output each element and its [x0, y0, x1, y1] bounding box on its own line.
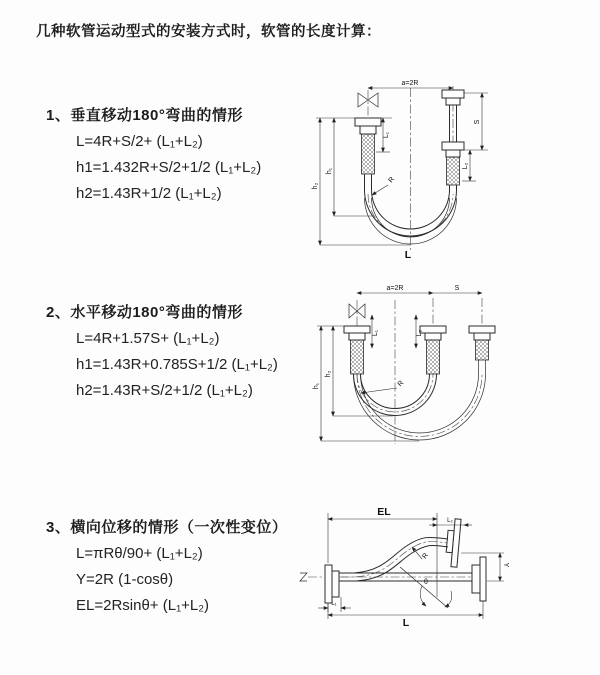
- formula-line: h1=1.432R+S/2+1/2 (L₁+L₂): [76, 159, 262, 176]
- dim-label-h1: h₁: [326, 167, 333, 175]
- braid-section: [476, 340, 489, 360]
- section-lateral-displacement: [36, 516, 316, 619]
- dim-label-h2: h₂: [312, 182, 319, 190]
- centerline-break-mark: [300, 573, 307, 581]
- formula-list: [36, 326, 316, 404]
- dim-label-l: L: [404, 249, 412, 261]
- formula-line: L=4R+1.57S+ (L₁+L₂): [76, 330, 220, 347]
- braid-section: [447, 157, 460, 185]
- upper-flange: [445, 518, 461, 567]
- dim-label-l1: L₁: [383, 131, 390, 139]
- braid-section: [351, 340, 364, 374]
- right-flange: [472, 557, 486, 601]
- section-heading: 1、垂直移动180°弯曲的情形: [46, 107, 243, 124]
- dim-label-l1: L₁: [331, 601, 337, 607]
- dim-label-h2: h₂: [325, 370, 332, 378]
- section-heading: 3、横向位移的情形（一次性变位）: [46, 519, 288, 536]
- left-hose-fitting: [355, 118, 381, 174]
- formula-line: L=πRθ/90+ (L₁+L₂): [76, 545, 203, 562]
- centerlines: [357, 298, 482, 444]
- dimension-lines: [313, 285, 482, 441]
- formula-line: h1=1.43R+0.785S+1/2 (L₁+L₂): [76, 356, 278, 373]
- dim-label-l2: L₂: [416, 329, 423, 337]
- formula-list: [36, 129, 316, 207]
- dim-label-l: L: [402, 617, 410, 629]
- formula-line: h2=1.43R+1/2 (L₁+L₂): [76, 185, 222, 202]
- left-hose-fitting: [344, 326, 370, 374]
- formula-line: Y=2R (1-cosθ): [76, 571, 174, 588]
- dim-label-r: R: [421, 552, 431, 561]
- braid-section: [362, 134, 375, 174]
- right-hose-fitting: [469, 326, 495, 360]
- formula-line: EL=2Rsinθ+ (L₁+L₂): [76, 597, 210, 614]
- dim-label-h1: h₁: [313, 382, 320, 390]
- dim-label-l2: L₂: [447, 518, 453, 524]
- dim-label-el: EL: [377, 506, 391, 518]
- diagram-horizontal-180-bend: [305, 278, 600, 458]
- dim-label-l1: L₁: [372, 329, 379, 337]
- section-heading: 2、水平移动180°弯曲的情形: [46, 304, 243, 321]
- dim-label-r: R: [396, 379, 406, 389]
- dimension-lines: [312, 80, 488, 261]
- dim-label-r: R: [387, 175, 397, 185]
- dim-label-a2r: a=2R: [401, 80, 419, 87]
- middle-hose-fitting: [420, 326, 446, 374]
- diagram-vertical-180-bend: [308, 68, 600, 266]
- formula-list: [36, 541, 316, 619]
- dim-label-theta: θ: [424, 579, 428, 586]
- dim-label-l2: L₂: [462, 162, 469, 170]
- left-flange: [325, 565, 339, 603]
- formula-line: L=4R+S/2+ (L₁+L₂): [76, 133, 203, 150]
- section-horizontal-180: [36, 301, 316, 404]
- page-title: 几种软管运动型式的安装方式时，软管的长度计算：: [36, 24, 381, 40]
- hose-u-bends: [354, 360, 486, 440]
- formula-line: h2=1.43R+S/2+1/2 (L₁+L₂): [76, 382, 253, 399]
- dim-label-s: S: [474, 119, 481, 125]
- diagram-lateral-displacement: [298, 493, 600, 663]
- dim-label-a2r: a=2R: [386, 285, 404, 292]
- section-vertical-180: [36, 104, 316, 207]
- dim-label-y: Y: [502, 562, 509, 568]
- dim-label-s: S: [454, 285, 460, 292]
- hose-s-curve: [339, 537, 448, 581]
- braid-section: [427, 340, 440, 374]
